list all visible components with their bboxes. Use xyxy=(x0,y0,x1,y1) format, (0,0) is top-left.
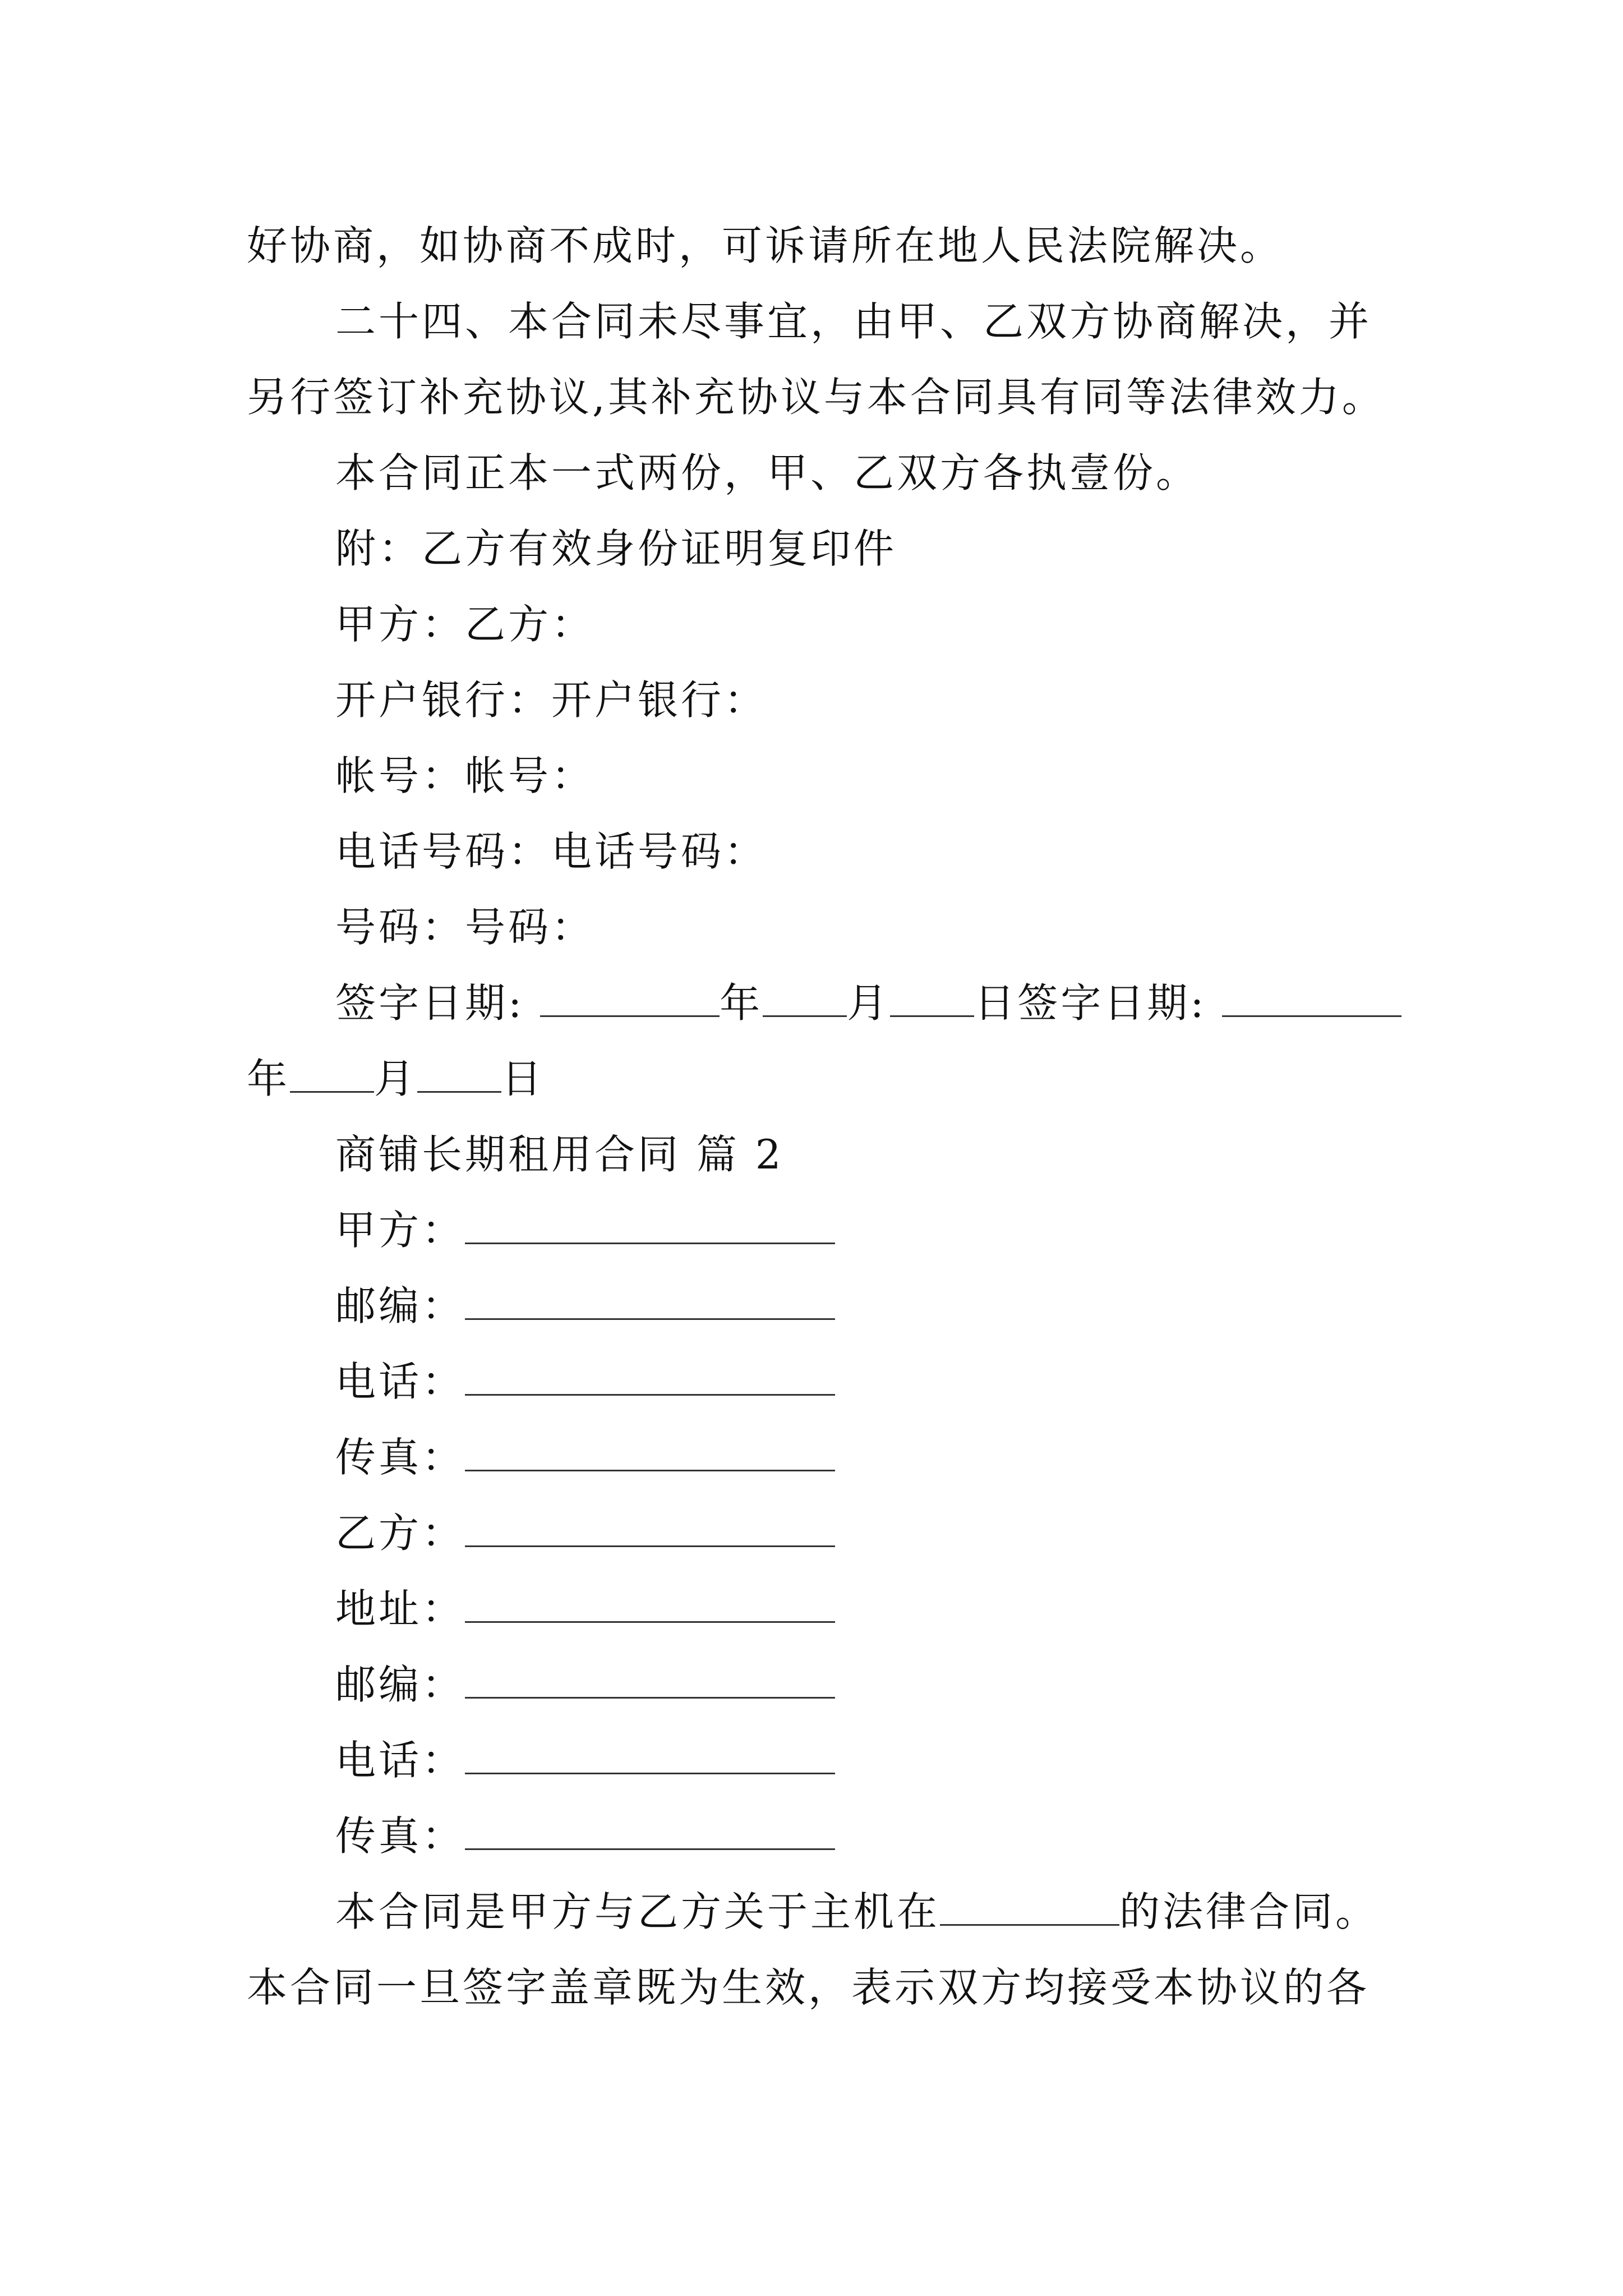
blank-field xyxy=(465,1738,835,1774)
blank-field xyxy=(465,1435,835,1471)
blank-field xyxy=(1222,981,1401,1017)
month-label: 月 xyxy=(847,979,891,1027)
field-label: 电话： xyxy=(335,1737,465,1784)
paragraph-line: 另行签订补充协议,其补充协议与本合同具有同等法律效力。 xyxy=(247,374,1385,421)
field-label: 传真： xyxy=(335,1434,465,1481)
signature-field-line: 帐号：帐号： xyxy=(335,752,595,799)
blank-field xyxy=(465,1662,835,1699)
signature-field-line: 开户银行：开户银行： xyxy=(335,677,768,724)
blank-field xyxy=(417,1056,501,1093)
blank-field xyxy=(465,1208,835,1244)
blank-field xyxy=(465,1359,835,1396)
blank-field xyxy=(763,981,847,1017)
field-label: 电话： xyxy=(335,1358,465,1405)
blank-field xyxy=(465,1586,835,1623)
blank-field xyxy=(465,1511,835,1547)
form-row-party-a xyxy=(335,1203,835,1257)
signature-field-line: 甲方：乙方： xyxy=(335,601,595,648)
signature-date-line xyxy=(335,976,1401,1030)
blank-field xyxy=(290,1056,374,1093)
month-label: 月 xyxy=(374,1055,418,1102)
form-row-postcode-a xyxy=(335,1279,835,1333)
year-label: 年 xyxy=(720,979,763,1027)
day-label: 日 xyxy=(501,1055,545,1102)
section-title: 商铺长期租用合同 篇 2 xyxy=(335,1131,784,1178)
field-label: 甲方： xyxy=(335,1207,465,1254)
blank-field xyxy=(890,981,974,1017)
form-row-party-b xyxy=(335,1506,835,1560)
paragraph-line: 好协商，如协商不成时，可诉请所在地人民法院解决。 xyxy=(247,222,1284,269)
form-row-phone-b xyxy=(335,1733,835,1787)
paragraph-line: 附：乙方有效身份证明复印件 xyxy=(335,525,897,572)
signature-field-line: 电话号码：电话号码： xyxy=(335,828,768,875)
signature-date-label: 日签字日期: xyxy=(974,979,1207,1027)
signature-field-line: 号码：号码： xyxy=(335,904,595,951)
field-label: 邮编： xyxy=(335,1661,465,1708)
paragraph-line: 本合同正本一式两份，甲、乙双方各执壹份。 xyxy=(335,449,1200,496)
blank-field xyxy=(940,1889,1119,1926)
field-label: 地址： xyxy=(335,1585,465,1632)
form-row-address-b xyxy=(335,1582,835,1636)
paragraph-line: 本合同一旦签字盖章既为生效，表示双方均接受本协议的各 xyxy=(247,1964,1370,2011)
field-label: 传真： xyxy=(335,1812,465,1860)
form-row-phone-a xyxy=(335,1355,835,1409)
year-label: 年 xyxy=(247,1055,291,1102)
paragraph-text: 本合同是甲方与乙方关于主机在 xyxy=(335,1888,940,1935)
signature-date-label: 签字日期: xyxy=(335,979,525,1027)
form-row-postcode-b xyxy=(335,1658,835,1711)
signature-date-line-cont xyxy=(247,1052,545,1106)
paragraph-line: 二十四、本合同未尽事宜，由甲、乙双方协商解决，并 xyxy=(335,298,1372,345)
field-label: 乙方： xyxy=(335,1510,465,1557)
paragraph-text: 的法律合同。 xyxy=(1119,1888,1379,1935)
blank-field xyxy=(540,981,720,1017)
blank-field xyxy=(465,1814,835,1850)
blank-field xyxy=(465,1283,835,1320)
field-label: 邮编： xyxy=(335,1282,465,1329)
form-row-fax-a xyxy=(335,1430,835,1484)
paragraph-line xyxy=(335,1885,1378,1939)
form-row-fax-b xyxy=(335,1809,835,1863)
